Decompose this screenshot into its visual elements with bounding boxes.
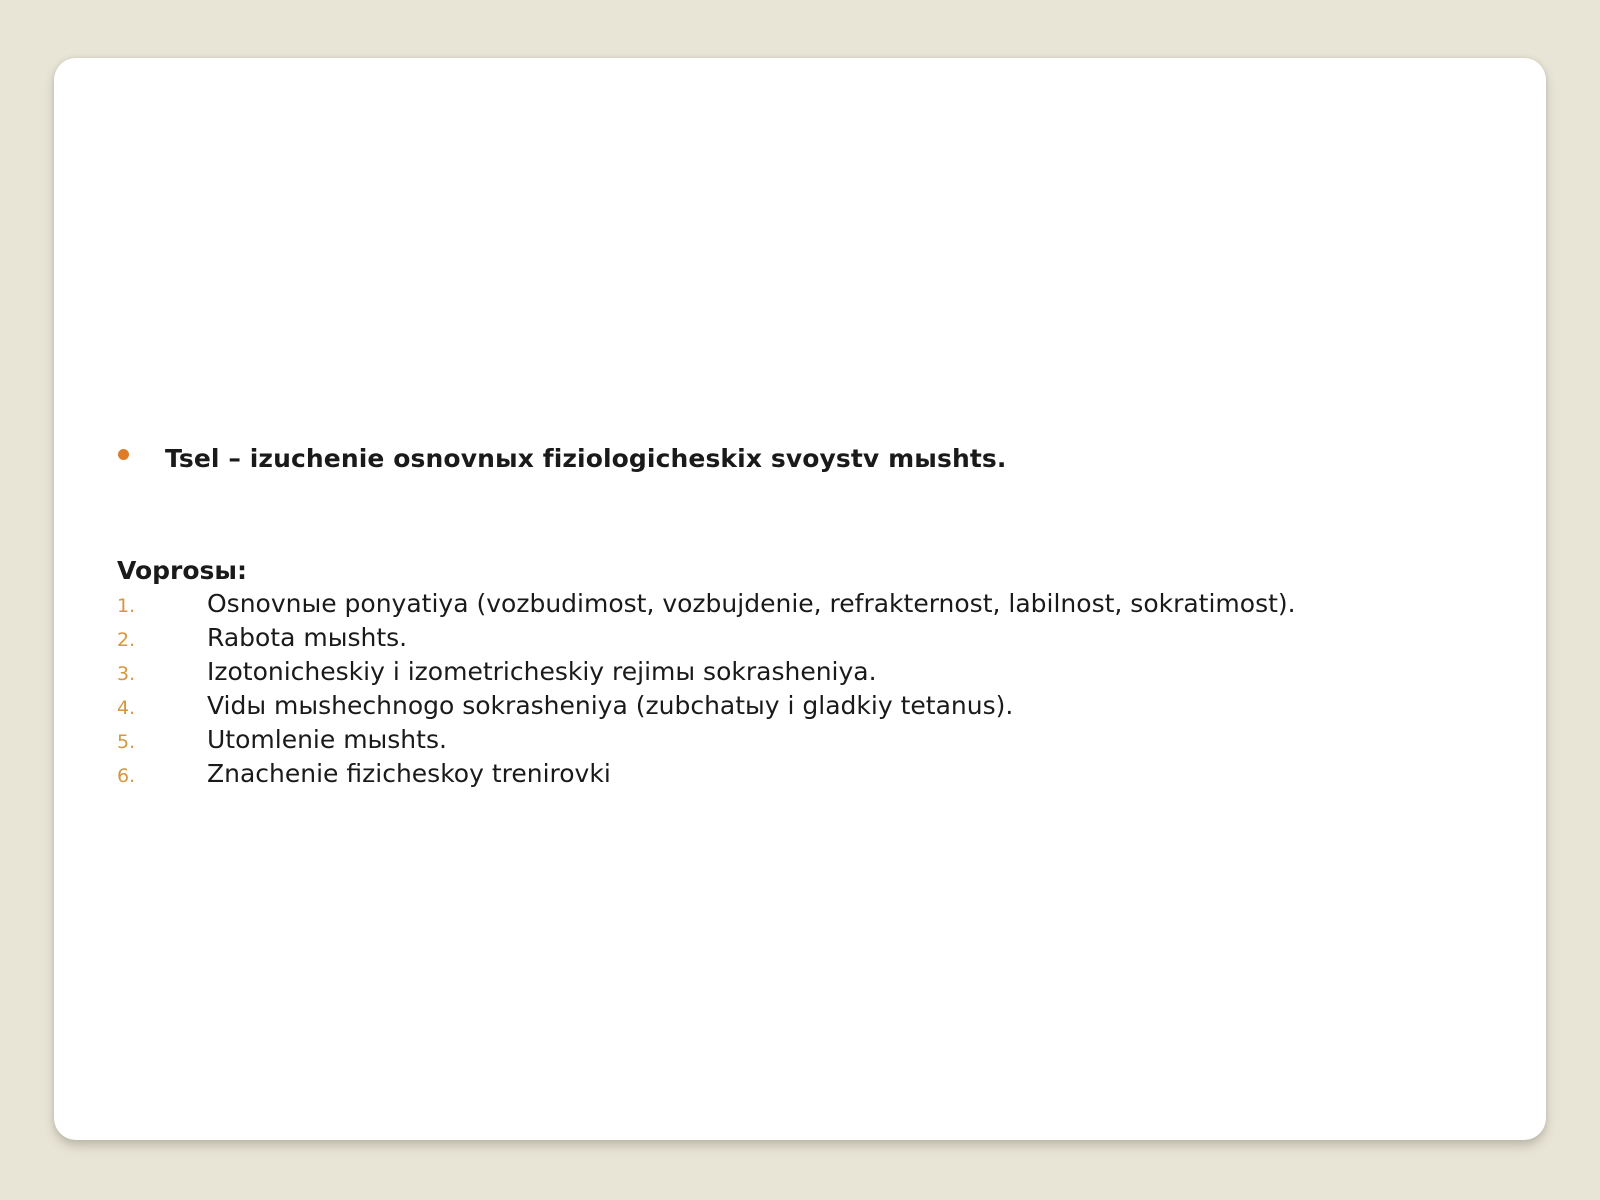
list-item xyxy=(117,759,1296,793)
list-item-text: Osnovnыe ponyatiya (vozbudimost, vozbujdenie, refrakternost, labilnost, sokratimost). xyxy=(207,589,1296,618)
list-item-number: 4. xyxy=(117,697,136,719)
list-item-number: 5. xyxy=(117,731,136,753)
list-item-text: Utomlenie mыshts. xyxy=(207,725,447,754)
list-item-number: 1. xyxy=(117,595,136,617)
list-item xyxy=(117,725,1296,759)
list-item-number: 6. xyxy=(117,765,136,787)
list-item xyxy=(117,657,1296,691)
list-item xyxy=(117,589,1296,623)
list-item xyxy=(117,691,1296,725)
questions-heading: Voprosы: xyxy=(117,556,248,585)
question-list xyxy=(117,589,1296,793)
list-item-text: Vidы mыshechnogo sokrasheniya (zubchatыy i gladkiy tetanus). xyxy=(207,691,1014,720)
list-item xyxy=(117,623,1296,657)
bullet-dot-icon xyxy=(118,449,129,460)
list-item-text: Znachenie fizicheskoy trenirovki xyxy=(207,759,611,788)
list-item-text: Izotonicheskiy i izometricheskiy rejimы sokrasheniya. xyxy=(207,657,877,686)
goal-text: Tsel – izuchenie osnovnых fiziologicheskix svoystv mыshts. xyxy=(165,444,1007,473)
goal-bullet-item xyxy=(118,444,1007,473)
list-item-number: 2. xyxy=(117,629,136,651)
list-item-text: Rabota mыshts. xyxy=(207,623,408,652)
list-item-number: 3. xyxy=(117,663,136,685)
